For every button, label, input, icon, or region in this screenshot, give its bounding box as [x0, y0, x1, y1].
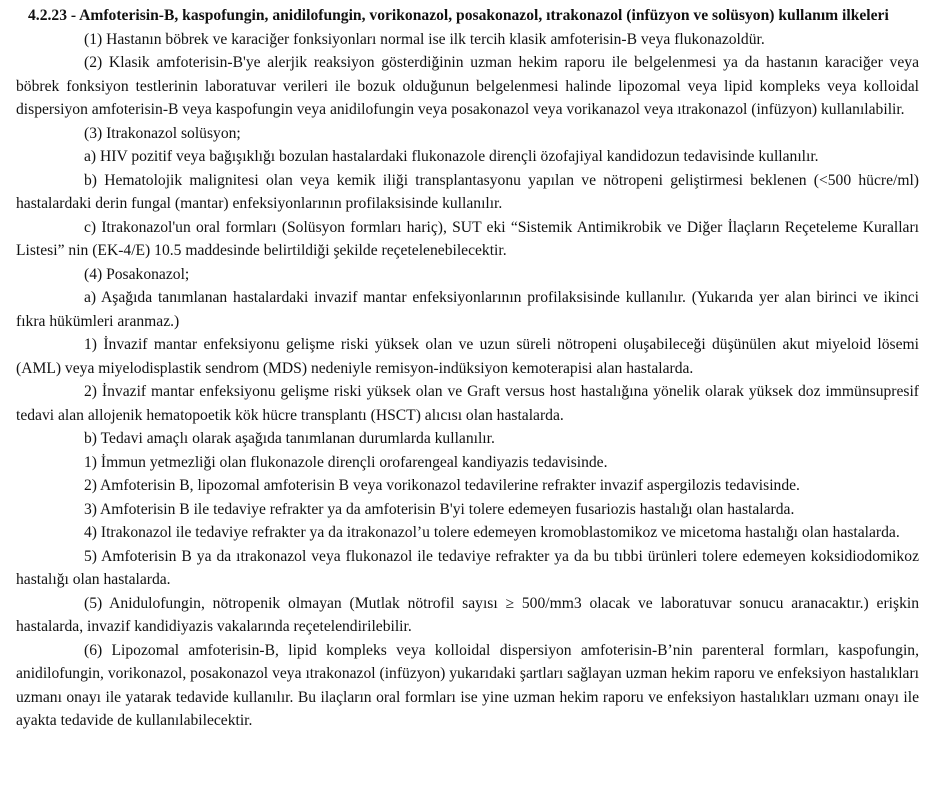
paragraph-4a: a) Aşağıda tanımlanan hastalardaki invazif mantar enfeksiyonlarının profilaksisinde kullanılır. (Yukarıda yer alan birinci ve ikinci fıkra hükümleri aranmaz.) [16, 289, 919, 330]
paragraph-1: (1) Hastanın böbrek ve karaciğer fonksiyonları normal ise ilk tercih klasik amfoterisin-B veya flukonazoldür. [84, 30, 765, 48]
paragraph-4b-5: 5) Amfoterisin B ya da ıtrakonazol veya flukonazol ile tedaviye refrakter ya da bu tıbbi ürünleri tolere edemeyen koksidiodomikoz hastalığı olan hastalarda. [16, 547, 919, 588]
paragraph-4a-1: 1) İnvazif mantar enfeksiyonu gelişme riski yüksek olan ve uzun süreli nötropeni oluşabileceği düşünülen akut miyeloid lösemi (AML) veya miyelodisplastik sendrom (MDS) nedeniyle remisyon-indüksiyon kemoterapisi alan hastalarda. [16, 336, 919, 377]
paragraph-5: (5) Anidulofungin, nötropenik olmayan (Mutlak nötrofil sayısı ≥ 500/mm3 olacak ve laboratuvar sonucu aranacaktır.) erişkin hastalarda, invazif kandidiyazis vakalarında reçetelendirilebilir. [16, 594, 919, 635]
paragraph-3b: b) Hematolojik malignitesi olan veya kemik iliği transplantasyonu yapılan ve nötropeni geliştirmesi beklenen (<500 hücre/ml) hastalardaki derin fungal (mantar) enfeksiyonlarının profilaksisinde kullanılır. [16, 171, 919, 212]
paragraph-3: (3) Itrakonazol solüsyon; [84, 124, 241, 142]
paragraph-3a: a) HIV pozitif veya bağışıklığı bozulan hastalardaki flukonazole dirençli özofajiyal kandidozun tedavisinde kullanılır. [84, 148, 819, 165]
paragraph-4b: b) Tedavi amaçlı olarak aşağıda tanımlanan durumlarda kullanılır. [84, 430, 495, 447]
paragraph-2: (2) Klasik amfoterisin-B'ye alerjik reaksiyon gösterdiğinin uzman hekim raporu ile belgelenmesi ya da hastanın karaciğer veya böbrek fonksiyon testlerinin laboratuvar verileri ile bozuk olduğunun belgelenmesi halinde lipozomal veya lipid kompleks veya kolloidal dispersiyon amfoterisin-B veya kaspofungin veya anidilofungin veya posakonazol veya vorikanazol veya ıtrakonazol (infüzyon) kullanılabilir. [16, 54, 919, 118]
paragraph-4a-2: 2) İnvazif mantar enfeksiyonu gelişme riski yüksek olan ve Graft versus host hastalığına yönelik olarak yüksek doz immünsupresif tedavi alan allojenik hematopoetik kök hücre transplantı (HSCT) alıcısı olan hastalarda. [16, 383, 919, 424]
paragraph-4b-3: 3) Amfoterisin B ile tedaviye refrakter ya da amfoterisin B'yi tolere edemeyen fusariozis hastalığı olan hastalarda. [84, 500, 795, 518]
document-page [16, 4, 919, 733]
paragraph-4b-4: 4) Itrakonazol ile tedaviye refrakter ya da itrakonazol’u tolere edemeyen kromoblastomikoz ve micetoma hastalığı olan hastalarda. [84, 524, 900, 541]
section-heading: 4.2.23 - Amfoterisin-B, kaspofungin, anidilofungin, vorikonazol, posakonazol, ıtrakonazol (infüzyon ve solüsyon) kullanım ilkeleri [28, 7, 889, 24]
paragraph-4b-1: 1) İmmun yetmezliği olan flukonazole dirençli orofarengeal kandiyazis tedavisinde. [84, 453, 608, 471]
paragraph-4b-2: 2) Amfoterisin B, lipozomal amfoterisin B veya vorikonazol tedavilerine refrakter invazif aspergilozis tedavisinde. [84, 477, 800, 494]
paragraph-3c: c) Itrakonazol'un oral formları (Solüsyon formları hariç), SUT eki “Sistemik Antimikrobik ve Diğer İlaçların Reçeteleme Kuralları Listesi” nin (EK-4/E) 10.5 maddesinde belirtildiği şekilde reçetelenebilecektir. [16, 218, 919, 259]
paragraph-4: (4) Posakonazol; [84, 265, 190, 283]
paragraph-6: (6) Lipozomal amfoterisin-B, lipid kompleks veya kolloidal dispersiyon amfoterisin-B’nin parenteral formları, kaspofungin, anidilofungin, vorikonazol, posakonazol veya ıtrakonazol (infüzyon) yukarıdaki şartları sağlayan uzman hekim raporu ve enfeksiyon hastalıkları uzmanı onayı ile yatarak tedavide kullanılır. Bu ilaçların oral formları ise yine uzman hekim raporu ve enfeksiyon hastalıkları uzmanı onayı ile ayakta tedavide de kullanılabilecektir. [16, 641, 919, 729]
